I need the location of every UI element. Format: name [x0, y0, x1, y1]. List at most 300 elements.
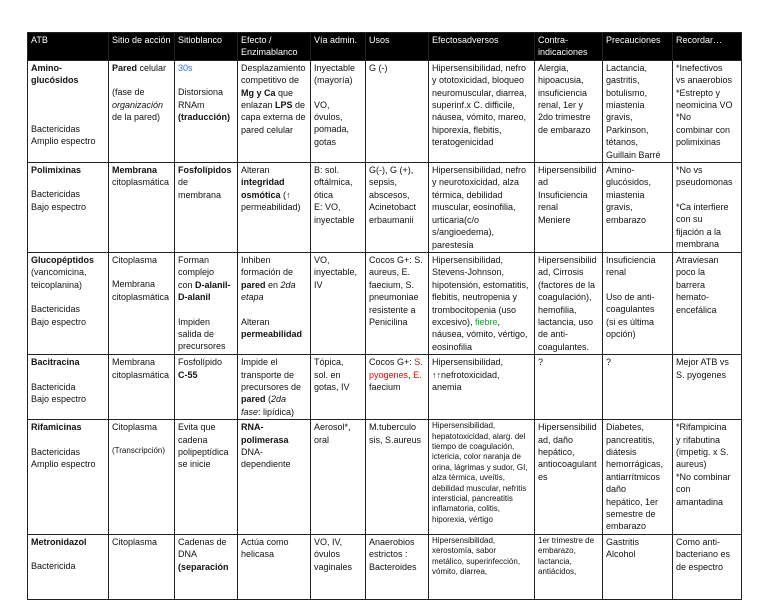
cell-line: Acinetobact [369, 202, 417, 213]
cell-line: Cocos G+: S. [369, 357, 423, 368]
cell-line: bacteriano es [676, 549, 731, 560]
cell-line: lactancia, [538, 556, 572, 566]
cell-line: de la pared) [112, 112, 161, 123]
cell-usos [366, 163, 429, 253]
cell-sitio [109, 252, 175, 354]
cell-via [311, 252, 366, 354]
cell-recordar [673, 355, 742, 420]
cell-line: ? [606, 357, 612, 368]
cell-line: permeabilidad) [241, 202, 301, 213]
cell-efecto [238, 355, 311, 420]
cell-line: hemofilia, [538, 304, 577, 315]
cell-line: (fase de [112, 87, 145, 98]
cell-sitio [109, 534, 175, 599]
cell-line: Bactericidas [31, 304, 81, 315]
cell-line: Amplio espectro [31, 459, 96, 469]
cell-line: Meniere [538, 214, 571, 225]
cell-atb [28, 420, 109, 535]
cell-line: erbaumanii [369, 214, 414, 225]
cell-line: vs anaerobios [676, 75, 733, 86]
cell-recordar [673, 534, 742, 599]
cell-line: inyectable, [314, 267, 358, 278]
cell-usos [366, 252, 429, 354]
cell-line: Diabetes, [606, 422, 645, 433]
cell-line: *Ca interfiere [676, 201, 729, 212]
cell-blanco [175, 534, 238, 599]
cell-line: flebitis, neutropenia y [432, 292, 518, 303]
cell-line: 2do trimestre [538, 112, 591, 123]
cell-line [31, 99, 105, 111]
cell-line: Lactancia, [606, 62, 648, 73]
cell-line: antiácidos, [538, 567, 577, 577]
cell-line: inflamatoria, colitis, [432, 504, 501, 514]
cell-line [314, 87, 362, 99]
cell-line: Bajo espectro [31, 393, 87, 404]
cell-line: Hipersensibilid [538, 254, 597, 265]
cell-precauciones [603, 60, 673, 162]
cell-line: Pared celular [112, 62, 167, 73]
cell-line: miastenia [606, 189, 645, 200]
cell-atb [28, 534, 109, 599]
cell-line: resistente a [369, 304, 416, 315]
cell-line: Membrana [112, 279, 156, 290]
cell-line: Membrana [112, 357, 156, 368]
cell-line: Bactericidas [31, 189, 81, 200]
cell-line: y neurotoxicidad, alza [432, 177, 520, 188]
cell-line: G(-), G (+), [369, 165, 414, 176]
cell-line: vaginales [314, 561, 353, 572]
cell-line: fase: lipídica) [241, 406, 295, 417]
cell-line: con D-alanil- [178, 279, 231, 290]
cell-line: D-alanil [178, 292, 211, 303]
cell-efecto [238, 420, 311, 535]
cell-line: lactancia, uso [538, 316, 594, 327]
cell-line: ad [538, 177, 549, 188]
cell-line: con su [676, 214, 703, 225]
cell-line: s/angioedema), [432, 227, 495, 238]
header-sitio: Sitio de acción [109, 33, 175, 61]
cell-line [178, 304, 234, 316]
cell-line: VO, IV, [314, 536, 343, 547]
cell-line: excesivo), fiebre, [432, 316, 501, 327]
cell-adversos [429, 420, 535, 535]
cell-line: náusea, vómito, vértigo, [432, 329, 528, 340]
cell-line: Insuficiencia [538, 189, 588, 200]
cell-line: Impide el [241, 357, 278, 368]
cell-line: coagulantes. [538, 341, 590, 352]
cell-usos [366, 534, 429, 599]
cell-line: hepatotoxicidad, alarg. del [432, 431, 526, 441]
cell-line: renal, 1er y [538, 100, 584, 111]
cell-line: (Transcripción) [112, 445, 166, 455]
antibiotics-table [27, 32, 742, 600]
cell-line: precursores de [241, 381, 302, 392]
cell-efecto [238, 534, 311, 599]
cell-line: inyectable [314, 214, 355, 225]
cell-line: organización [112, 99, 164, 110]
cell-line [112, 434, 171, 446]
cell-line: ↑↑nefrotoxicidad, [432, 369, 500, 380]
cell-line: Cadenas de [178, 536, 227, 547]
cell-efecto [238, 60, 311, 162]
cell-line: Hipersensibilid [538, 422, 597, 433]
cell-precauciones [603, 163, 673, 253]
cell-adversos [429, 534, 535, 599]
table-row [28, 163, 742, 253]
cell-line: Mg y Ca que [241, 87, 294, 98]
cell-line: Bacitracina [31, 357, 80, 368]
cell-line: daño [606, 484, 627, 495]
cell-line: Mejor ATB vs [676, 357, 729, 368]
cell-precauciones [603, 252, 673, 354]
header-blanco: Sitioblanco [175, 33, 238, 61]
cell-line: Uso de anti- [606, 291, 655, 302]
cell-line: glucósidos [31, 75, 79, 86]
cell-usos [366, 60, 429, 162]
cell-atb [28, 355, 109, 420]
cell-line: opción) [606, 328, 636, 339]
cell-line: eosinofilia [432, 341, 473, 352]
cell-line: permeabilidad [241, 328, 303, 339]
cell-line: Amino- [606, 165, 635, 176]
cell-line: hipoacusia, [538, 75, 584, 86]
cell-line: *Rifampicina [676, 422, 727, 433]
cell-line: ictericia, color naranja de [432, 452, 521, 462]
cell-line: Guillain Barré [606, 149, 661, 160]
cell-line [31, 291, 105, 303]
cell-line: neomicina VO [676, 100, 733, 111]
cell-line: Inhiben [241, 254, 271, 265]
cell-line [31, 111, 105, 123]
cell-line: Impiden [178, 316, 211, 327]
cell-line: Fosfolípidos [178, 165, 232, 176]
cell-line: Cocos G+: S. [369, 254, 423, 265]
cell-line: antiarrítmicos [606, 471, 661, 482]
cell-sitio [109, 355, 175, 420]
cell-line: ad, Cirrosis [538, 267, 584, 278]
cell-adversos [429, 252, 535, 354]
cell-via [311, 60, 366, 162]
cell-line: embarazo [606, 214, 647, 225]
cell-line: embarazo, [538, 546, 576, 556]
cell-line: Polimixinas [31, 165, 82, 176]
cell-line: RNAm [178, 99, 205, 110]
cell-line: pared celular [241, 124, 294, 135]
cell-line: 1er trimestre de [538, 535, 595, 545]
cell-line: Hipersensibilidad, [432, 357, 504, 368]
cell-line: vómito, diarrea, [432, 567, 488, 577]
cell-line: óvulos [314, 549, 341, 560]
cell-line: (vancomicina, [31, 267, 87, 278]
cell-line: embarazo [606, 521, 647, 532]
cell-line: hiporexia, flebitis, [432, 124, 502, 135]
cell-line [241, 304, 307, 316]
cell-line: faecium [369, 381, 401, 392]
cell-line: de [178, 177, 189, 188]
cell-line: Bajo espectro [31, 201, 87, 212]
cell-usos [366, 420, 429, 535]
header-atb: ATB [28, 33, 109, 61]
cell-line: ad, daño [538, 434, 574, 445]
cell-line: Anaerobios [369, 536, 415, 547]
cell-line: RNA- [241, 422, 264, 433]
cell-line: formación de [241, 267, 294, 278]
cell-line [112, 266, 171, 278]
cell-line: Hipersensibilidad, nefro [432, 62, 527, 73]
cell-blanco [175, 60, 238, 162]
cell-line: amantadina [676, 496, 724, 507]
cell-line: botulismo, [606, 87, 648, 98]
cell-line: intersticial, pancreatitis [432, 494, 513, 504]
cell-line: Desplazamiento [241, 62, 306, 73]
cell-line: Tópica, [314, 357, 344, 368]
cell-line [178, 74, 234, 86]
cell-efecto [238, 163, 311, 253]
cell-line: combinar con [676, 124, 731, 135]
cell-line: sis, S.aureus [369, 434, 422, 445]
cell-adversos [429, 355, 535, 420]
cell-line: de embarazo [538, 124, 591, 135]
cell-line: (si es última [606, 316, 655, 327]
cell-line: DNA- [241, 447, 263, 457]
table-row [28, 534, 742, 599]
cell-line: E: VO, [314, 202, 341, 213]
cell-atb [28, 252, 109, 354]
cell-sitio [109, 420, 175, 535]
cell-line: y ototoxicidad, bloqueo [432, 75, 525, 86]
cell-line: pomada, [314, 124, 350, 135]
cell-line: pared en 2da [241, 279, 296, 290]
cell-line: *No combinar [676, 471, 731, 482]
cell-line: Penicilina [369, 316, 408, 327]
cell-line: estrictos : [369, 549, 408, 560]
cell-line: gotas, IV [314, 381, 350, 392]
cell-line: S. pyogenes [676, 369, 727, 380]
table-row [28, 252, 742, 354]
cell-line: neuromuscular, diarrea, [432, 87, 527, 98]
cell-line: ótica [314, 189, 334, 200]
cell-line: faecium, S. [369, 279, 415, 290]
cell-line: antiocoagulant [538, 459, 597, 470]
cell-line [606, 279, 669, 291]
cell-line: *No [676, 112, 692, 123]
cell-line: Hipersensibilidad, nefro [432, 165, 527, 176]
cell-line: (mayoría) [314, 75, 353, 86]
cell-line: miastenia [606, 100, 645, 111]
cell-line: 30s [178, 62, 193, 73]
table-row [28, 420, 742, 535]
cell-contra [535, 355, 603, 420]
cell-line: encefálica [676, 304, 717, 315]
cell-efecto [238, 252, 311, 354]
cell-adversos [429, 163, 535, 253]
cell-line: Amino- [31, 62, 62, 73]
cell-line: Fosfolípido [178, 357, 223, 368]
cell-line: gravis, [606, 112, 633, 123]
cell-line [676, 189, 738, 201]
table-row [28, 60, 742, 162]
cell-line: metálico, superinfección, [432, 556, 521, 566]
cell-line: y rifabutina [676, 434, 721, 445]
cell-line: abscesos, [369, 189, 410, 200]
cell-line: diátesis [606, 447, 637, 457]
cell-via [311, 355, 366, 420]
header-adversos: Efectosadversos [429, 33, 535, 61]
cell-line: Aerosol*, [314, 422, 351, 433]
cell-line: renal [606, 267, 627, 278]
cell-line: membrana [178, 189, 222, 200]
cell-line: Bactericidas [31, 123, 81, 134]
cell-recordar [673, 252, 742, 354]
table-row [28, 355, 742, 420]
cell-line: oftálmica, [314, 177, 353, 188]
cell-line: Rifamicinas [31, 422, 82, 433]
cell-line [31, 434, 105, 446]
cell-line: urticaria(c/o [432, 214, 480, 225]
cell-line: citoplasmática [112, 369, 170, 380]
cell-line: xerostomía, sabor [432, 546, 497, 556]
cell-adversos [429, 60, 535, 162]
cell-line: transporte de [241, 369, 295, 380]
cell-line: precursores [178, 341, 226, 352]
cell-line: Actúa como [241, 536, 289, 547]
cell-line: Citoplasma [112, 536, 158, 547]
cell-line: Metronidazol [31, 536, 87, 547]
cell-via [311, 163, 366, 253]
cell-line: gotas [314, 136, 337, 147]
cell-line: *Estrepto y [676, 87, 721, 98]
cell-atb [28, 163, 109, 253]
cell-line: con [676, 484, 691, 495]
cell-line: muscular, eosinofilia, [432, 202, 516, 213]
cell-line: pneumoniae [369, 292, 419, 303]
cell-line: (impetig. x S. [676, 447, 729, 457]
cell-line: etapa [241, 292, 264, 303]
cell-line: polipeptídica [178, 447, 229, 457]
cell-line: Amplio espectro [31, 136, 96, 147]
cell-line: membrana [676, 239, 720, 250]
cell-line: tiempo de coagulación, [432, 442, 515, 451]
header-recordar: Recordar… [673, 33, 742, 61]
cell-line: citoplasmática [112, 291, 170, 302]
cell-line: renal [538, 202, 559, 213]
cell-line: polimerasa [241, 434, 289, 445]
cell-line: Alteran [241, 165, 270, 176]
cell-line: anemia [432, 381, 462, 392]
cell-line: aureus) [676, 459, 707, 470]
header-contra: Contra-indicaciones [535, 33, 603, 61]
cell-line: VO, [314, 254, 330, 265]
cell-line [112, 74, 171, 86]
cell-precauciones [603, 534, 673, 599]
cell-line: pyogenes, E. [369, 369, 422, 380]
header-usos: Usos [366, 33, 429, 61]
cell-line: insuficiencia [538, 87, 588, 98]
cell-line: se inicie [178, 459, 211, 470]
cell-line: Hipersensibilidad, [432, 535, 496, 545]
cell-line: DNA [178, 549, 198, 560]
cell-contra [535, 163, 603, 253]
cell-line: Gastritis [606, 536, 640, 547]
cell-blanco [175, 420, 238, 535]
cell-line: Como anti- [676, 536, 721, 547]
cell-contra [535, 252, 603, 354]
cell-line: M.tuberculo [369, 422, 417, 433]
cell-line: cadena [178, 434, 208, 445]
cell-line [31, 548, 105, 560]
cell-line: Glucopéptidos [31, 254, 94, 265]
cell-line: hepático, [538, 447, 575, 457]
cell-line: Bacteroides [369, 561, 417, 572]
cell-line: sol. en [314, 369, 341, 380]
cell-line: Alergia, [538, 62, 569, 73]
cell-contra [535, 534, 603, 599]
cell-line: coagulación), [538, 292, 592, 303]
cell-line: Citoplasma [112, 422, 158, 433]
cell-line: *No vs [676, 165, 703, 176]
cell-line: teratogenicidad [432, 137, 494, 148]
cell-line: debilidad muscular, nefritis [432, 483, 527, 493]
cell-line: óvulos, [314, 112, 343, 123]
cell-line: salida de [178, 328, 215, 339]
cell-atb [28, 60, 109, 162]
cell-via [311, 420, 366, 535]
cell-line: enlazan LPS de [241, 100, 306, 111]
cell-line: barrera [676, 279, 706, 290]
cell-line: glucósidos, [606, 177, 652, 188]
cell-line: Membrana [112, 165, 158, 176]
cell-line: Citoplasma [112, 254, 158, 265]
cell-line: hiporexia, vértigo [432, 514, 493, 524]
cell-line: hipotensión, estomatitis, [432, 279, 529, 290]
cell-line: competitivo de [241, 75, 300, 86]
cell-line: Bactericidas [31, 446, 81, 457]
cell-usos [366, 355, 429, 420]
cell-line: alza térmica, uveítis, [432, 473, 505, 483]
cell-line: trombocitopenia (uso [432, 304, 517, 315]
cell-line: pancreatitis, [606, 434, 655, 445]
cell-line: *Inefectivos [676, 62, 723, 73]
cell-line: Forman [178, 254, 210, 265]
cell-contra [535, 420, 603, 535]
cell-line: Bajo espectro [31, 316, 87, 327]
cell-line: oral [314, 434, 330, 445]
header-efecto: Efecto / Enzimablanco [238, 33, 311, 61]
cell-line: VO, [314, 99, 330, 110]
cell-line: térmica, debilidad [432, 189, 503, 200]
cell-line: Hipersensibilid [538, 165, 597, 176]
cell-line: integridad [241, 177, 285, 188]
cell-line: coagulantes [606, 304, 655, 315]
cell-line: Inyectable [314, 62, 356, 73]
cell-line: B: sol. [314, 165, 340, 176]
cell-line: ? [538, 357, 544, 368]
cell-contra [535, 60, 603, 162]
cell-line: náusea, vómito, mareo, [432, 112, 527, 123]
cell-line: Hipersensibilidad, [432, 254, 504, 265]
cell-line: (factores de la [538, 279, 596, 290]
cell-line: Distorsiona [178, 87, 224, 98]
cell-line: gravis, [606, 202, 633, 213]
cell-line: Stevens-Johnson, [432, 267, 505, 278]
cell-line: (separación [178, 561, 229, 572]
cell-precauciones [603, 355, 673, 420]
cell-line: C-55 [178, 369, 198, 380]
cell-line: de anti- [538, 329, 569, 340]
cell-line: G (-) [369, 62, 388, 73]
table-body [28, 60, 742, 599]
cell-line: hepático, 1er [606, 496, 659, 507]
